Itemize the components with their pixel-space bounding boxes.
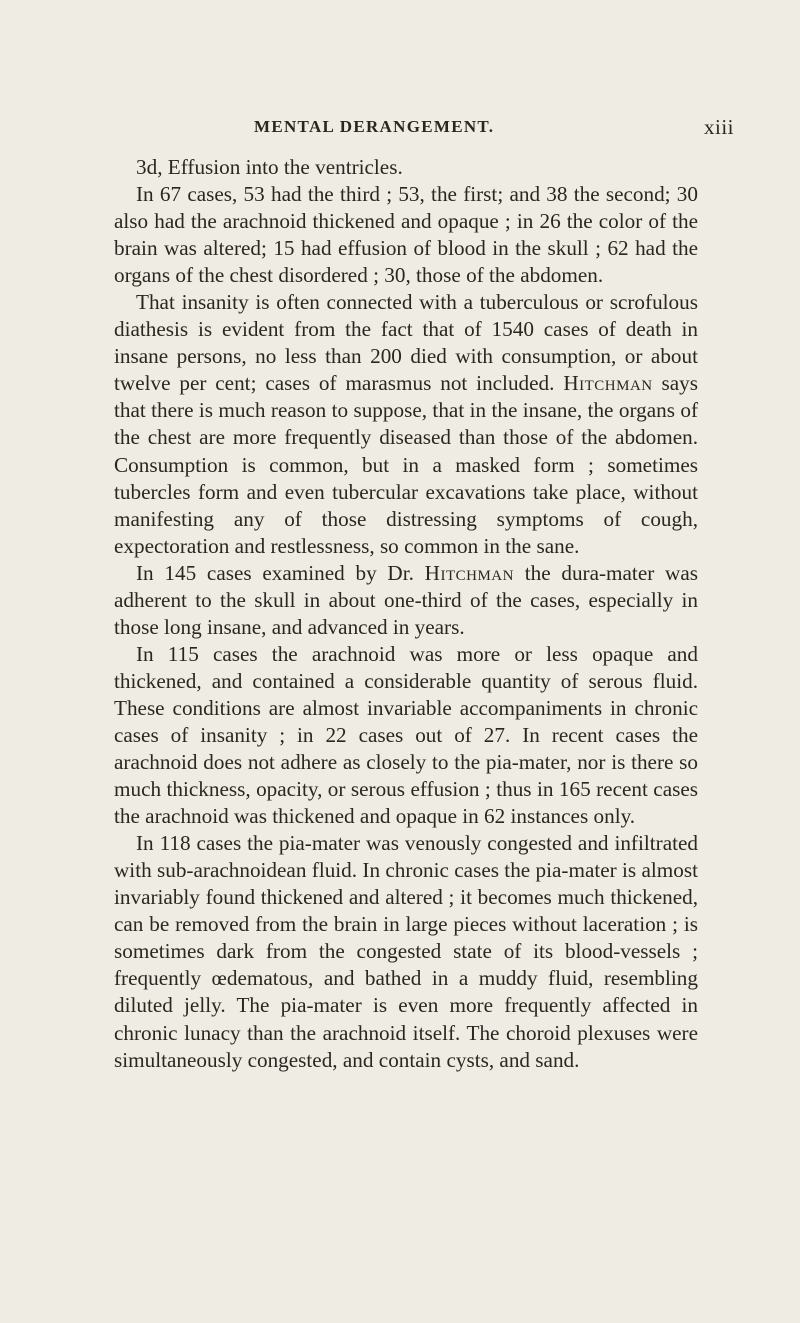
running-head — [0, 117, 800, 143]
paragraph-text: That insanity is often connected with a tuberculous or scrofulous diathesis is evident from the fact that of 1540 cases of death in insane persons, no less than 200 died with consumption, or about twelve per cent; cases of marasmus not included. — [114, 290, 698, 396]
body-text — [114, 154, 698, 1074]
paragraph-dura-mater — [114, 560, 698, 641]
paragraph-pia-mater: In 118 cases the pia-mater was venously congested and infiltrated with sub-arachnoidean fluid. In chronic cases the pia-mater is almost invariably found thickened and altered ; it becomes much thickened, can be removed from the brain in large pieces without laceration ; is sometimes dark from the congested state of its blood-vessels ; frequently œdematous, and bathed in a muddy fluid, resembling diluted jelly. The pia-mater is even more frequently affected in chronic lunacy than the arachnoid itself. The choroid plexuses were simultaneously congested, and contain cysts, and sand. — [114, 831, 698, 1072]
author-name: Hitchman — [424, 560, 514, 585]
paragraph-text: In 145 cases examined by Dr. — [136, 560, 425, 585]
paragraph-effusion-heading: 3d, Effusion into the ventricles. — [136, 155, 403, 179]
running-title: MENTAL DERANGEMENT. — [254, 117, 495, 136]
paragraph-arachnoid: In 115 cases the arachnoid was more or less opaque and thickened, and contained a considerable quantity of serous fluid. These conditions are almost invariable accompaniments in chronic cases of insanity ; in 22 cases out of 27. In recent cases the arachnoid does not adhere as closely to the pia-mater, nor is there so much thickness, opacity, or serous effusion ; thus in 165 recent cases the arachnoid was thickened and opaque in 62 instances only. — [114, 641, 698, 829]
paragraph-text: says that there is much reason to suppose, that in the insane, the organs of the chest are more frequently diseased than those of the abdomen. Consumption is common, but in a masked form ; sometimes tubercles form and even tubercular excavations take place, without manifesting any of those distressing symptoms of cough, expectoration and restlessness, so common in the sane. — [114, 371, 698, 558]
paragraph-67-cases: In 67 cases, 53 had the third ; 53, the first; and 38 the second; 30 also had the arachnoid thickened and opaque ; in 26 the color of the brain was altered; 15 had effusion of blood in the skull ; 62 had the organs of the chest disordered ; 30, those of the abdomen. — [114, 182, 698, 288]
author-name: Hitchman — [563, 371, 653, 396]
paragraph-text: the dura-mater was adherent to the skull in about one-third of the cases, especially in those long insane, and advanced in years. — [114, 560, 698, 639]
paragraph-tuberculous-diathesis — [114, 289, 698, 559]
page-number: xiii — [704, 115, 735, 139]
